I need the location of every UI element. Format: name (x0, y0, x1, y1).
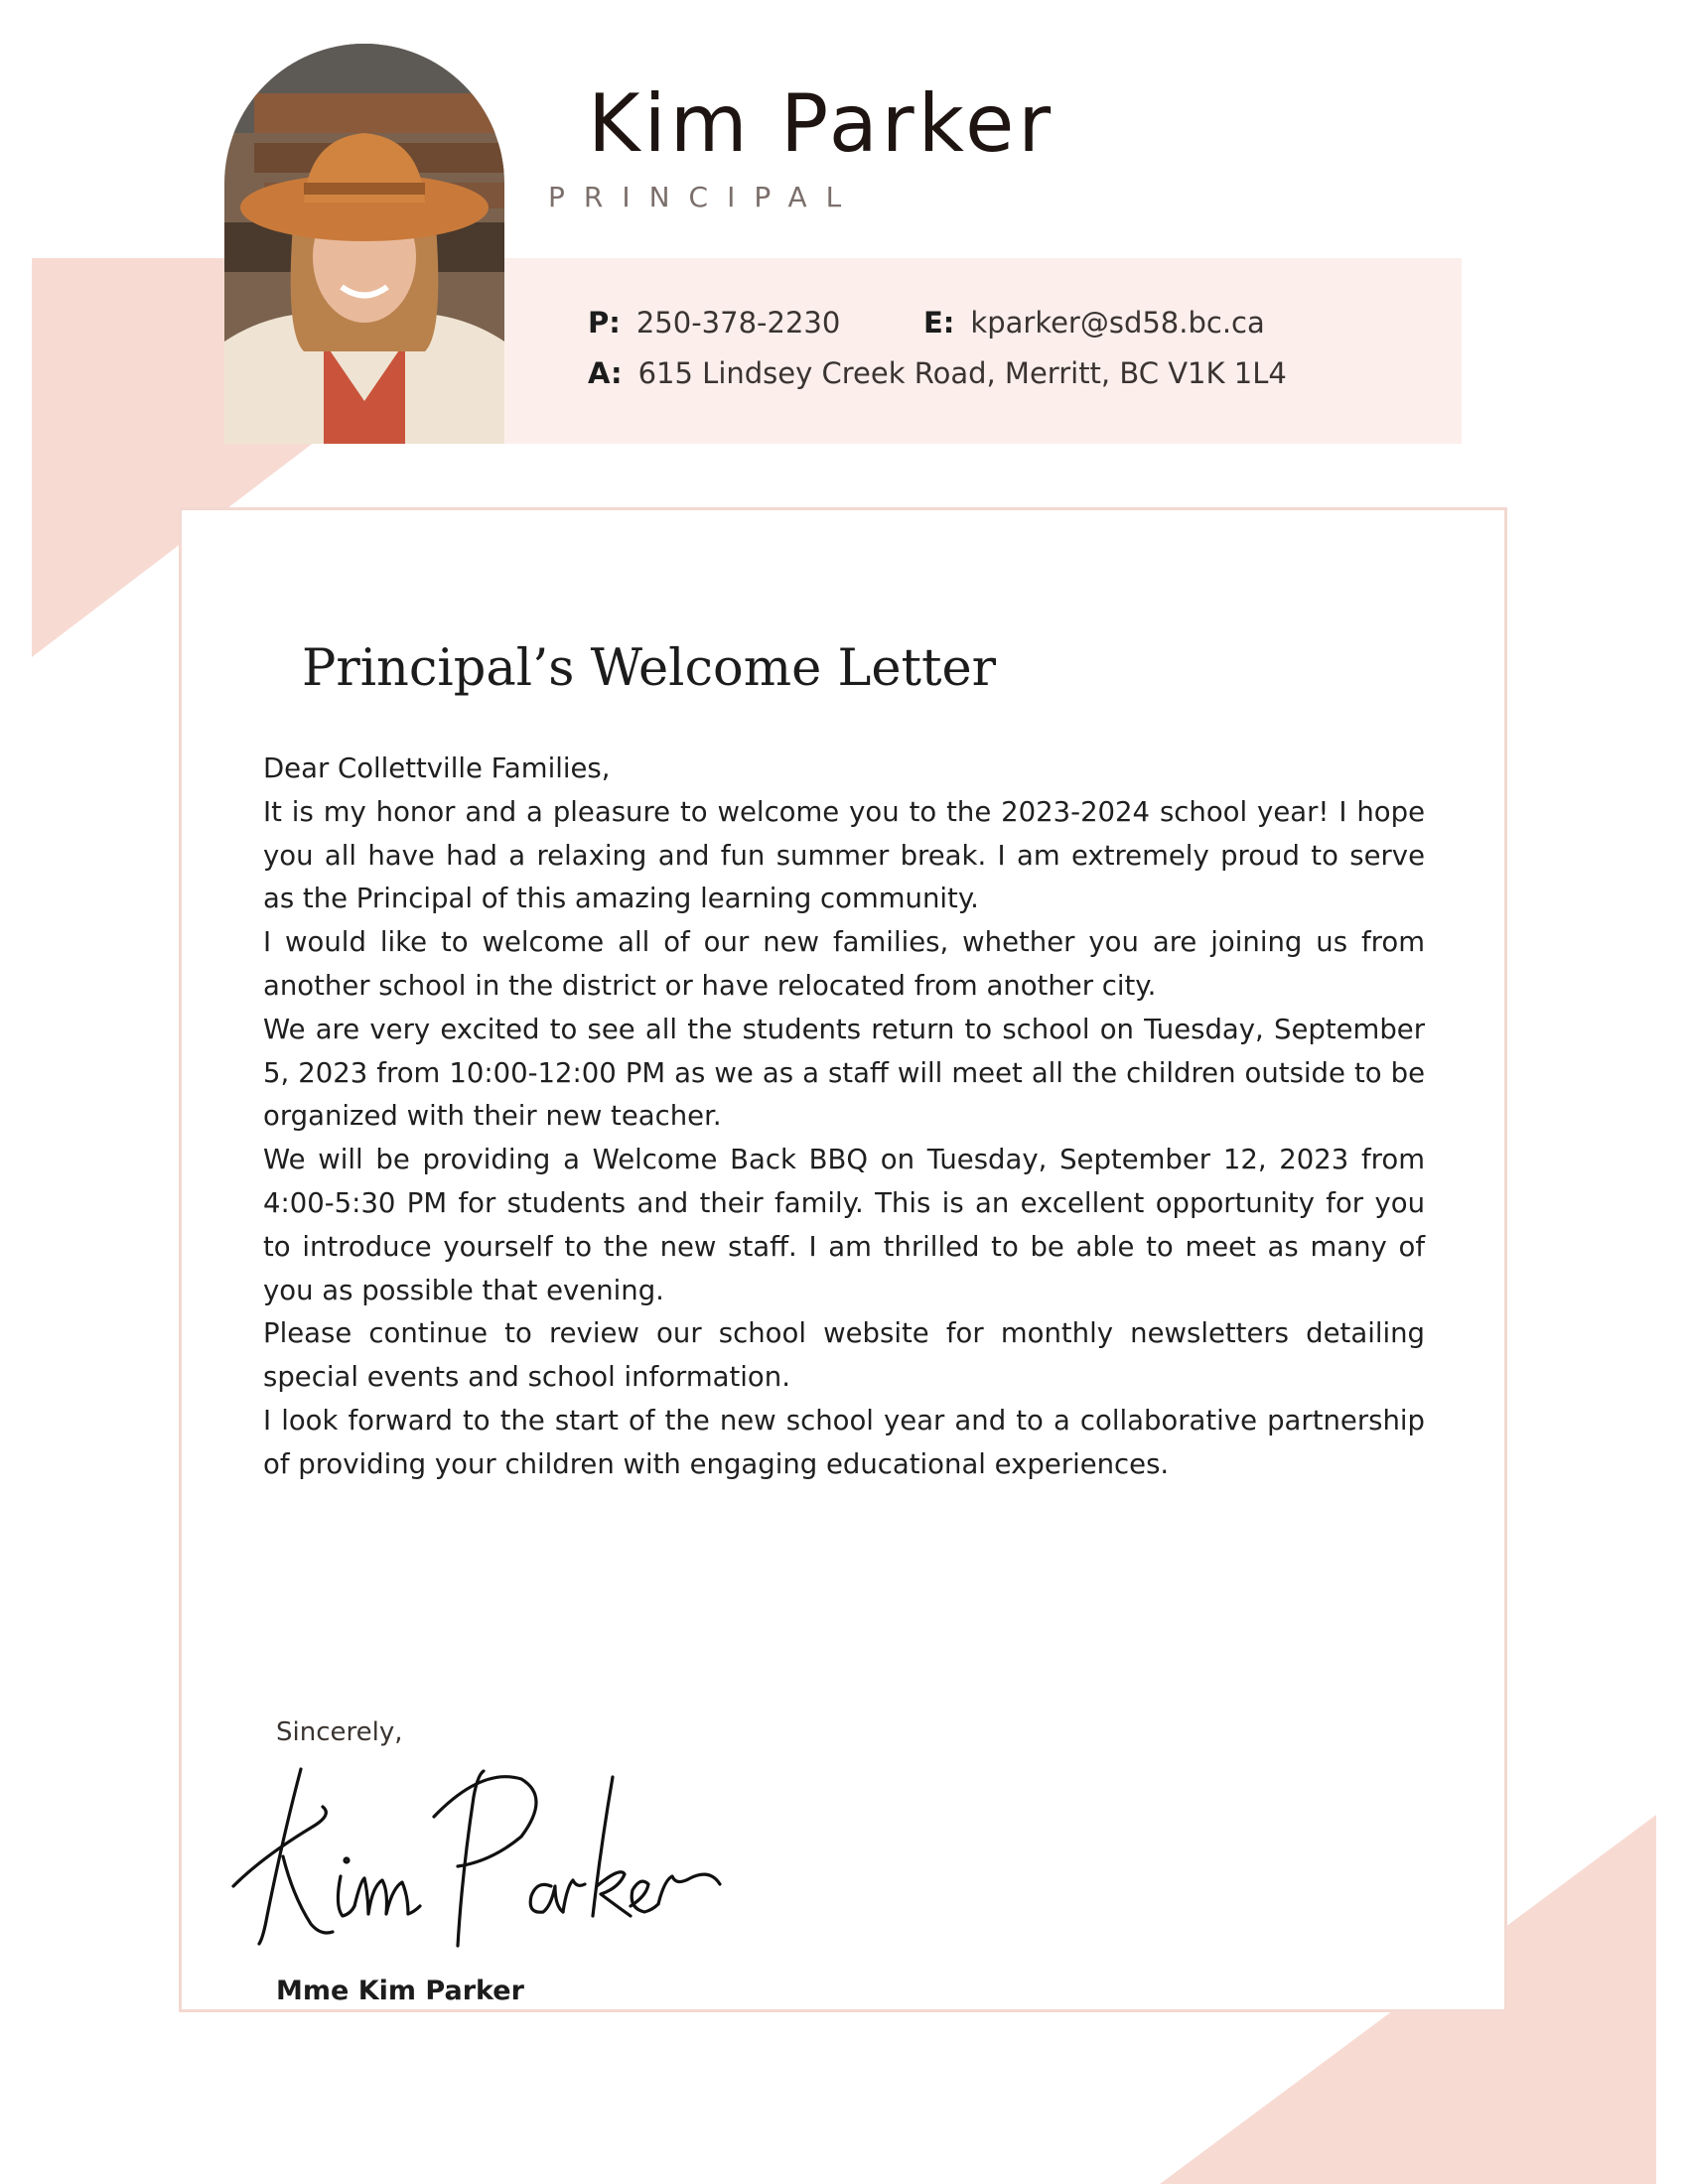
letter-paragraph: It is my honor and a pleasure to welcome you to the 2023-2024 school year! I hope you all have had a relaxing and fun summer break. I am extremely proud to serve as the Principal of this amazing learning community. (263, 795, 1425, 915)
letter-paragraph: Please continue to review our school website for monthly newsletters detailing special events and school information. (263, 1317, 1425, 1394)
principal-photo (224, 44, 504, 444)
portrait-photo-icon (224, 44, 504, 444)
contact-address (588, 356, 1287, 390)
contact-band (487, 258, 1462, 444)
contact-email (923, 306, 1265, 340)
header-role: PRINCIPAL (548, 181, 861, 213)
phone-label: P: (588, 306, 621, 340)
letter-paragraph: I look forward to the start of the new school year and to a collaborative partnership of providing your children with engaging educational experiences. (263, 1404, 1425, 1480)
letter-paragraph: We are very excited to see all the students return to school on Tuesday, September 5, 2023 from 10:00-12:00 PM as we as a staff will meet all the children outside to be organized with their new teacher. (263, 1013, 1425, 1133)
contact-phone (588, 306, 840, 340)
letter-body (263, 748, 1425, 1487)
signer-name: Mme Kim Parker (276, 1976, 524, 2006)
address-label: A: (588, 356, 623, 390)
email-label: E: (923, 306, 955, 340)
letter-paragraph: I would like to welcome all of our new families, whether you are joining us from another school in the district or have relocated from another city. (263, 926, 1425, 1002)
email-value[interactable]: kparker@sd58.bc.ca (970, 306, 1265, 340)
letter-salutation: Dear Collettville Families, (263, 752, 611, 784)
header-name: Kim Parker (588, 77, 1055, 170)
address-value: 615 Lindsey Creek Road, Merritt, BC V1K 1L4 (637, 356, 1287, 390)
letter-closing: Sincerely, (276, 1717, 403, 1747)
letter-title: Principal’s Welcome Letter (302, 639, 997, 698)
signature-icon (223, 1757, 740, 1956)
phone-value: 250-378-2230 (635, 306, 841, 340)
letter-paragraph: We will be providing a Welcome Back BBQ on Tuesday, September 12, 2023 from 4:00-5:30 PM for students and their family. This is an excellent opportunity for you to introduce yourself to the new staff. I am thrilled to be able to meet as many of you as possible that evening. (263, 1144, 1425, 1306)
